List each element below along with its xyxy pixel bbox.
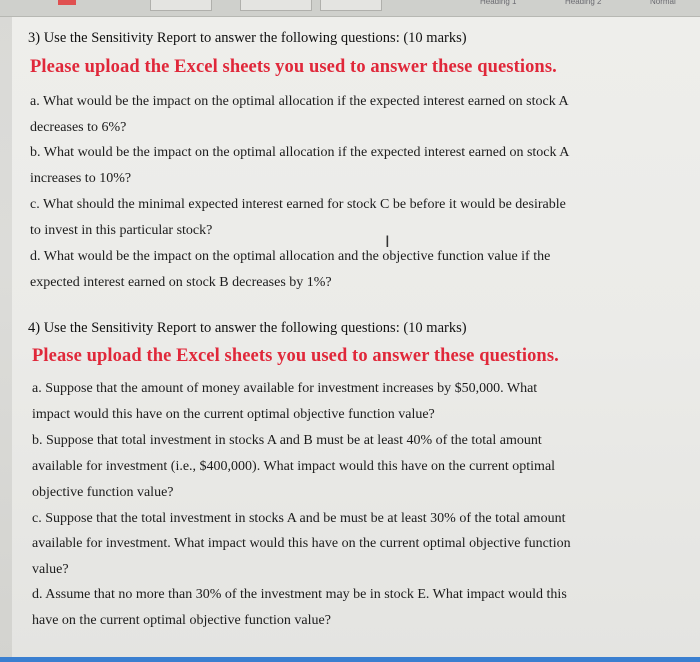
style-heading-1[interactable]: Heading 1 <box>480 0 517 6</box>
q4-line: b. Suppose that total investment in stocks A and B must be at least 40% of the total amount <box>32 433 542 448</box>
q3-line: to invest in this particular stock? <box>30 223 213 238</box>
q4-title: 4) Use the Sensitivity Report to answer the following questions: (10 marks) <box>28 320 467 336</box>
q4-upload-instruction: Please upload the Excel sheets you used to answer these questions. <box>32 346 559 366</box>
document-page[interactable] <box>12 17 700 662</box>
q3-line: decreases to 6%? <box>30 120 127 135</box>
q4-line: c. Suppose that the total investment in stocks A and be must be at least 30% of the total amount <box>32 511 566 526</box>
q4-line: d. Assume that no more than 30% of the investment may be in stock E. What impact would this <box>32 587 567 602</box>
q4-line: objective function value? <box>32 485 174 500</box>
ribbon-style-swatch[interactable] <box>150 0 212 11</box>
q3-title: 3) Use the Sensitivity Report to answer the following questions: (10 marks) <box>28 30 467 46</box>
ribbon-style-swatch[interactable] <box>240 0 312 11</box>
q3-line: expected interest earned on stock B decreases by 1%? <box>30 275 332 290</box>
q4-line: impact would this have on the current optimal objective function value? <box>32 407 435 422</box>
q3-line: c. What should the minimal expected interest earned for stock C be before it would be desirable <box>30 197 566 212</box>
ibeam-cursor-icon: I <box>385 232 390 251</box>
word-ribbon <box>0 0 700 17</box>
style-heading-2[interactable]: Heading 2 <box>565 0 602 6</box>
ribbon-style-swatch[interactable] <box>320 0 382 11</box>
q4-line: have on the current optimal objective function value? <box>32 613 331 628</box>
q4-line: available for investment. What impact would this have on the current optimal objective function <box>32 536 571 551</box>
ribbon-accent <box>58 0 76 5</box>
style-normal[interactable]: Normal <box>650 0 676 6</box>
q4-line: a. Suppose that the amount of money available for investment increases by $50,000. What <box>32 381 538 396</box>
q3-line: b. What would be the impact on the optimal allocation if the expected interest earned on stock A <box>30 145 570 160</box>
q3-line: a. What would be the impact on the optimal allocation if the expected interest earned on stock A <box>30 94 569 109</box>
q4-line: available for investment (i.e., $400,000). What impact would this have on the current optimal <box>32 459 556 474</box>
q3-line: increases to 10%? <box>30 171 132 186</box>
q4-line: value? <box>32 562 69 577</box>
q3-line: d. What would be the impact on the optimal allocation and the objective function value if the <box>30 249 551 264</box>
taskbar-strip <box>0 657 700 662</box>
q3-upload-instruction: Please upload the Excel sheets you used to answer these questions. <box>30 57 557 77</box>
